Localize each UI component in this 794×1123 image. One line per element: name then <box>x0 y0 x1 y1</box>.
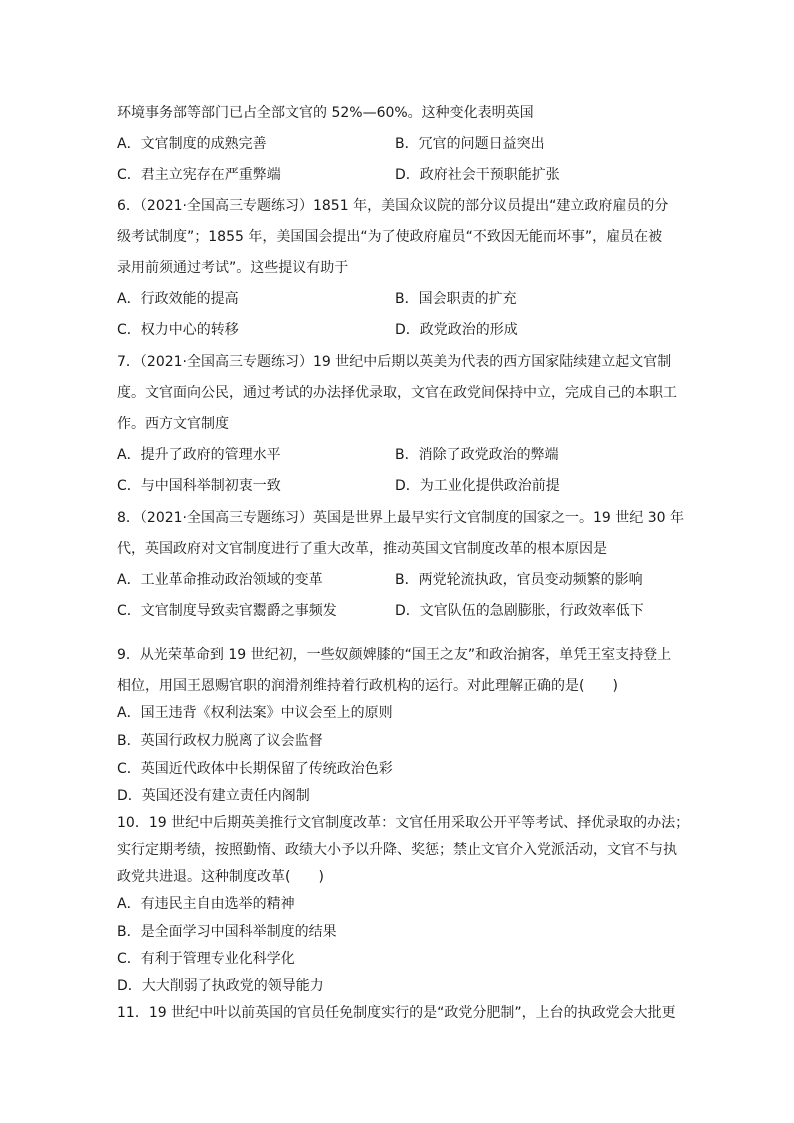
q8-stem-line-2: 代，英国政府对文官制度进行了重大改革，推动英国文官制度改革的根本原因是 <box>117 541 607 557</box>
q9-option-d: D．英国还没有建立责任内阁制 <box>117 788 310 804</box>
q7-option-b: B．消除了政党政治的弊端 <box>395 447 559 463</box>
q10-option-b: B．是全面学习中国科举制度的结果 <box>117 924 337 940</box>
q5-option-d: D．政府社会干预职能扩张 <box>395 167 560 183</box>
q9-option-a: A．国王违背《权利法案》中议会至上的原则 <box>117 705 393 721</box>
q6-option-b: B．国会职责的扩充 <box>395 291 517 307</box>
q8-stem-line-1: 8．（2021·全国高三专题练习）英国是世界上最早实行文官制度的国家之一。19 世纪 30 年 <box>117 510 684 526</box>
q7-option-c: C．与中国科举制初衷一致 <box>117 478 281 494</box>
q8-option-b: B．两党轮流执政，官员变动频繁的影响 <box>395 572 643 588</box>
q10-stem-line-3: 政党共进退。这种制度改革( ) <box>117 869 324 885</box>
q8-option-a: A．工业革命推动政治领域的变革 <box>117 572 323 588</box>
q7-stem-line-2: 度。文官面向公民，通过考试的办法择优录取，文官在政党间保持中立，完成自己的本职工 <box>117 385 677 401</box>
q6-stem-line-1: 6．（2021·全国高三专题练习）1851 年，美国众议院的部分议员提出“建立政府雇员的分 <box>117 198 669 214</box>
q6-stem-line-3: 录用前须通过考试”。这些提议有助于 <box>117 260 349 276</box>
q10-stem-line-2: 实行定期考绩，按照勤惰、政绩大小予以升降、奖惩；禁止文官介入党派活动，文官不与执 <box>117 842 677 858</box>
q7-option-d: D．为工业化提供政治前提 <box>395 478 560 494</box>
q7-option-a: A．提升了政府的管理水平 <box>117 447 281 463</box>
q9-option-c: C．英国近代政体中长期保留了传统政治色彩 <box>117 761 393 777</box>
q9-stem-line-2: 相位，用国王恩赐官职的润滑剂维持着行政机构的运行。对此理解正确的是( ) <box>117 678 618 694</box>
q6-option-d: D．政党政治的形成 <box>395 322 518 338</box>
q9-stem-line-1: 9．从光荣革命到 19 世纪初，一些奴颜婢膝的“国王之友”和政治掮客，单凭王室支持登上 <box>117 647 672 663</box>
q5-stem-tail: 环境事务部等部门已占全部文官的 52%—60%。这种变化表明英国 <box>117 105 534 121</box>
q5-option-a: A．文官制度的成熟完善 <box>117 136 267 152</box>
q5-option-c: C．君主立宪存在严重弊端 <box>117 167 281 183</box>
q6-option-c: C．权力中心的转移 <box>117 322 239 338</box>
q9-option-b: B．英国行政权力脱离了议会监督 <box>117 733 323 749</box>
q10-option-c: C．有利于管理专业化科学化 <box>117 951 295 967</box>
q7-stem-line-3: 作。西方文官制度 <box>117 416 229 432</box>
q7-stem-line-1: 7．（2021·全国高三专题练习）19 世纪中后期以英美为代表的西方国家陆续建立起文官制 <box>117 354 672 370</box>
q6-stem-line-2: 级考试制度”；1855 年，美国国会提出“为了使政府雇员“不致因无能而坏事”，雇员在被 <box>117 229 663 245</box>
q5-option-b: B．冗官的问题日益突出 <box>395 136 545 152</box>
q11-stem-line-1: 11．19 世纪中叶以前英国的官员任免制度实行的是“政党分肥制”，上台的执政党会大批更 <box>117 1005 676 1021</box>
q10-stem-line-1: 10．19 世纪中后期英美推行文官制度改革：文官任用采取公开平等考试、择优录取的办法； <box>117 815 690 831</box>
q10-option-d: D．大大削弱了执政党的领导能力 <box>117 978 324 994</box>
q8-option-d: D．文官队伍的急剧膨胀，行政效率低下 <box>395 603 644 619</box>
q8-option-c: C．文官制度导致卖官鬻爵之事频发 <box>117 603 337 619</box>
q6-option-a: A．行政效能的提高 <box>117 291 239 307</box>
q10-option-a: A．有违民主自由选举的精神 <box>117 896 295 912</box>
